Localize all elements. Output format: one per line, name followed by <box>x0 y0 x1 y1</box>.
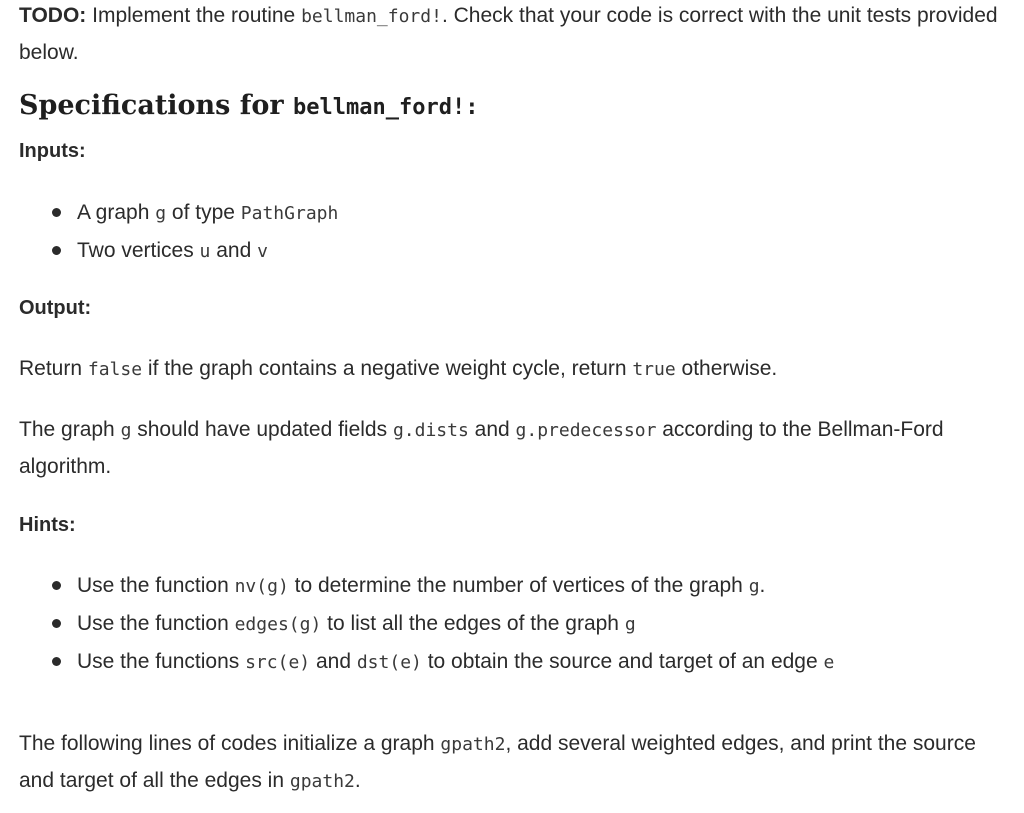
bullet-icon <box>52 657 61 666</box>
spec-heading-text: Specifications for <box>19 90 294 121</box>
inputs-label: Inputs: <box>19 140 86 162</box>
hints-label: Hints: <box>19 514 76 536</box>
hints-list <box>0 567 834 681</box>
graph-fields-paragraph: The graph g should have updated fields g.dists and g.predecessor according to the Bellman-Ford algorithm. <box>19 418 944 478</box>
bullet-icon <box>52 619 61 628</box>
footer-paragraph: The following lines of codes initialize a graph gpath2, add several weighted edges, and print the source and target of all the edges in gpath2. <box>19 732 976 792</box>
output-paragraph: Return false if the graph contains a negative weight cycle, return true otherwise. <box>19 357 778 380</box>
list-item: Two vertices u and v <box>0 232 338 270</box>
inputs-list <box>0 194 338 270</box>
output-label: Output: <box>19 297 92 319</box>
todo-text: Implement the routine <box>86 4 302 27</box>
spec-heading-colon: : <box>465 95 479 120</box>
todo-text: . Check that your code is correct with the unit tests provided below. <box>19 4 998 64</box>
todo-label: TODO: <box>19 4 87 27</box>
bullet-icon <box>52 208 61 217</box>
list-item: Use the function nv(g) to determine the number of vertices of the graph g. <box>0 567 834 605</box>
spec-heading-code: bellman_ford! <box>293 95 466 120</box>
bullet-icon <box>52 246 61 255</box>
bullet-icon <box>52 581 61 590</box>
list-item: Use the function edges(g) to list all the edges of the graph g <box>0 605 834 643</box>
list-item: Use the functions src(e) and dst(e) to obtain the source and target of an edge e <box>0 643 834 681</box>
todo-paragraph <box>19 0 1009 71</box>
list-item: A graph g of type PathGraph <box>0 194 338 232</box>
spec-heading <box>19 90 478 121</box>
inline-code: bellman_ford! <box>301 6 442 27</box>
